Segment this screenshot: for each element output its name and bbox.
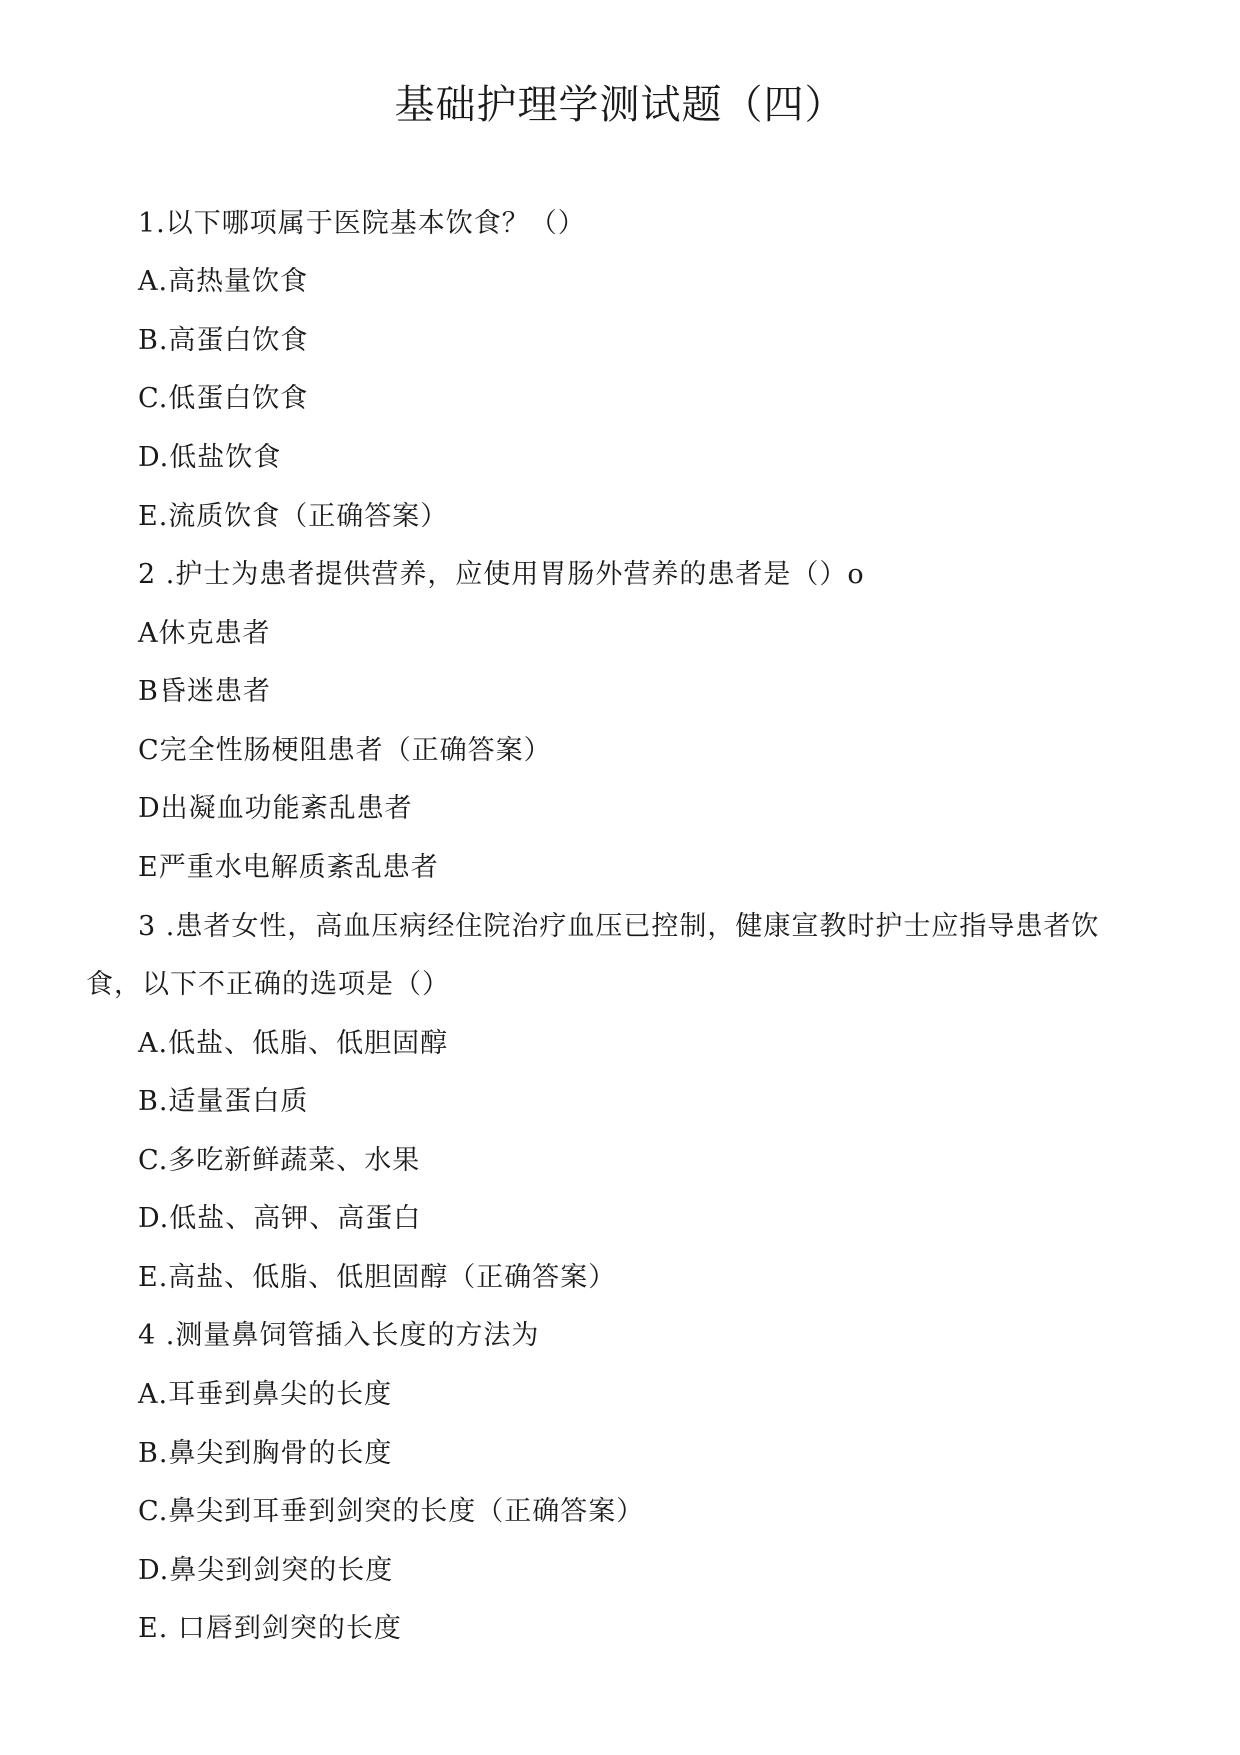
question-2-option-a: A休克患者 [138,618,271,649]
page-title: 基础护理学测试题（四） [394,82,846,128]
question-1-option-a: A.高热量饮食 [138,266,309,297]
question-3-stem-continuation: 食，以下不正确的选项是（） [86,969,450,1000]
question-1-option-d: D.低盐饮食 [138,442,282,473]
question-2-option-d: D出凝血功能紊乱患者 [138,793,413,824]
question-4-option-d: D.鼻尖到剑突的长度 [138,1555,394,1586]
question-1-option-c: C.低蛋白饮食 [138,383,309,414]
question-3-option-c: C.多吃新鲜蔬菜、水果 [138,1145,421,1176]
question-4-option-c: C.鼻尖到耳垂到剑突的长度（正确答案） [138,1496,645,1527]
question-4-stem: 4 .测量鼻饲管插入长度的方法为 [138,1320,540,1351]
question-1-stem: 1.以下哪项属于医院基本饮食？（） [138,208,586,239]
question-3-option-d: D.低盐、高钾、高蛋白 [138,1203,422,1234]
question-2-option-c: C完全性肠梗阻患者（正确答案） [138,735,552,766]
question-3-option-a: A.低盐、低脂、低胆固醇 [138,1028,449,1059]
question-2-option-e: E严重水电解质紊乱患者 [138,852,439,883]
question-3-option-b: B.适量蛋白质 [138,1086,309,1117]
question-1-option-e: E.流质饮食（正确答案） [138,501,449,532]
question-4-option-e: E. 口唇到剑突的长度 [138,1613,402,1644]
question-2-option-b: B昏迷患者 [138,676,271,707]
question-1-option-b: B.高蛋白饮食 [138,325,309,356]
question-4-option-a: A.耳垂到鼻尖的长度 [138,1379,393,1410]
question-3-option-e: E.高盐、低脂、低胆固醇（正确答案） [138,1262,617,1293]
question-2-stem: 2 .护士为患者提供营养，应使用胃肠外营养的患者是（）o [138,559,865,590]
question-3-stem: 3 .患者女性，高血压病经住院治疗血压已控制，健康宣教时护士应指导患者饮 [138,911,1100,942]
question-4-option-b: B.鼻尖到胸骨的长度 [138,1438,393,1469]
